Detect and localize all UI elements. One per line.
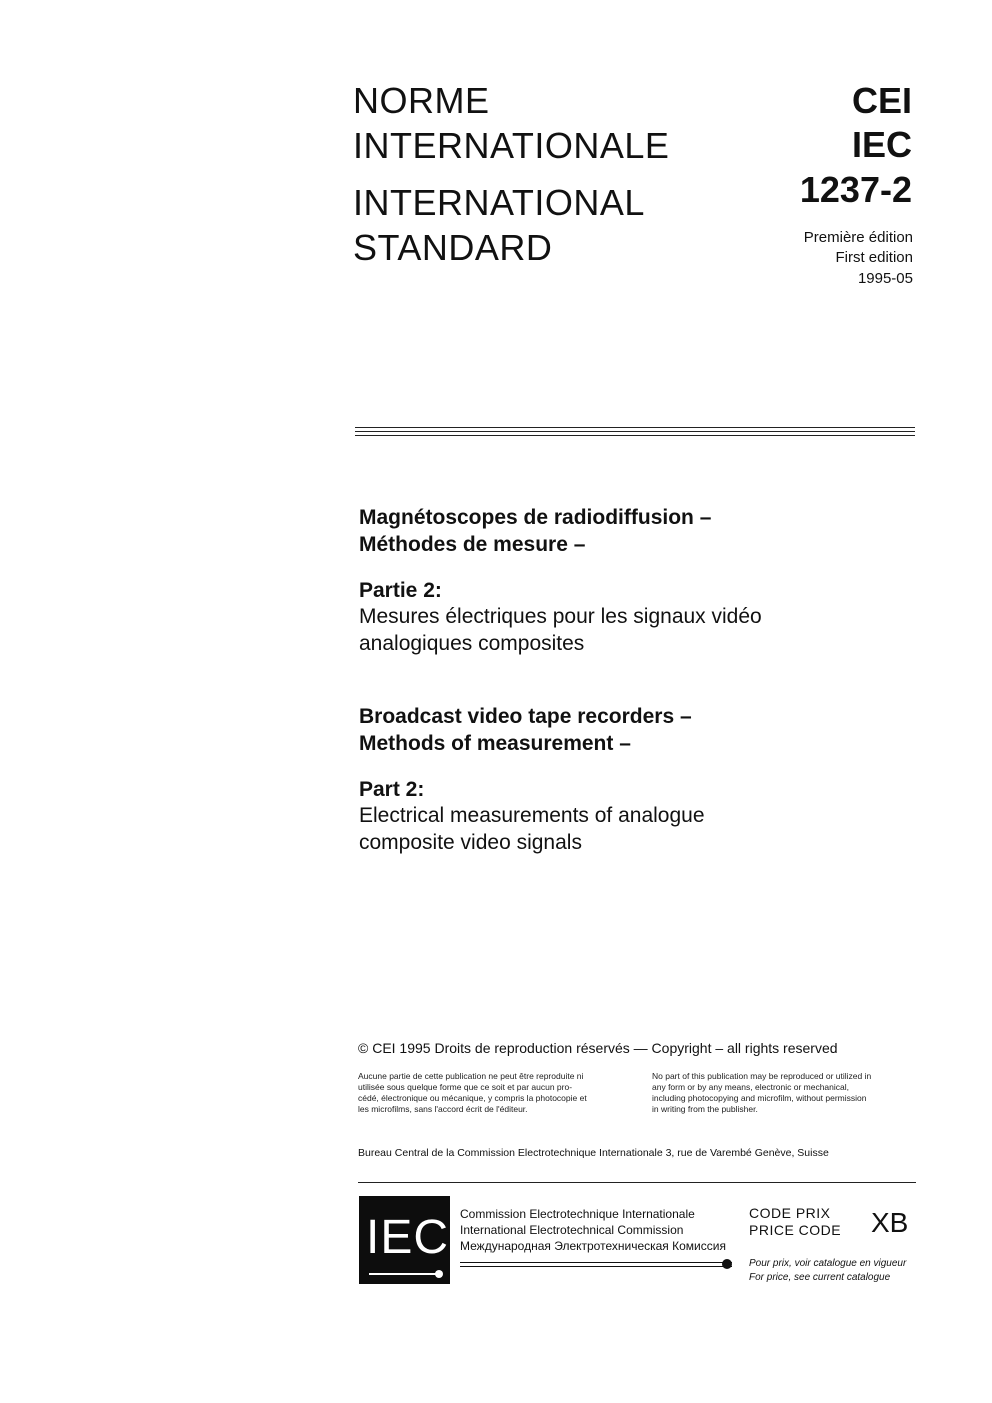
commission-underline-bottom	[460, 1266, 732, 1267]
notice-fr-line: cédé, électronique ou mécanique, y compris la photocopie et	[358, 1093, 587, 1103]
copyright-notice-fr	[358, 1071, 630, 1115]
edition-date: 1995-05	[857, 270, 913, 287]
english-part-label: Part 2:	[359, 778, 425, 801]
copyright-notice-en	[652, 1071, 916, 1115]
title-line-standard: STANDARD	[353, 227, 553, 268]
iec-logo	[359, 1196, 450, 1284]
notice-fr-line: utilisée sous quelque forme que ce soit et par aucun pro-	[358, 1082, 573, 1092]
french-part-label: Partie 2:	[359, 579, 442, 602]
notice-en-line: including photocopying and microfilm, without permission	[652, 1093, 867, 1103]
divider-rule-top	[355, 427, 915, 428]
price-note-en: For price, see current catalogue	[749, 1272, 891, 1283]
footer-divider	[358, 1182, 916, 1183]
commission-en: International Electrotechnical Commission	[460, 1223, 684, 1237]
code-number: 1237-2	[799, 169, 912, 210]
divider-rule-middle	[355, 431, 915, 432]
notice-fr-line: les microfilms, sans l'accord écrit de l'éditeur.	[358, 1104, 528, 1114]
copyright-line: © CEI 1995 Droits de reproduction réservés — Copyright – all rights reserved	[358, 1040, 838, 1056]
notice-en-line: any form or by any means, electronic or mechanical,	[652, 1082, 850, 1092]
notice-en-line: No part of this publication may be reproduced or utilized in	[652, 1071, 872, 1081]
title-line-internationale: INTERNATIONALE	[353, 125, 670, 166]
price-note-fr: Pour prix, voir catalogue en vigueur	[749, 1258, 907, 1269]
french-heading-line-1: Magnétoscopes de radiodiffusion –	[359, 506, 712, 529]
notice-en-line: in writing from the publisher.	[652, 1104, 758, 1114]
code-cei: CEI	[851, 80, 912, 121]
title-line-international: INTERNATIONAL	[353, 182, 645, 223]
title-line-norme: NORME	[353, 80, 490, 121]
commission-fr: Commission Electrotechnique Internationale	[460, 1207, 695, 1221]
english-part-line-2: composite video signals	[359, 831, 582, 854]
bureau-address: Bureau Central de la Commission Electrotechnique Internationale 3, rue de Varembé Genève, Suisse	[358, 1147, 829, 1159]
price-code-value: XB	[871, 1207, 909, 1238]
english-heading-line-2: Methods of measurement –	[359, 732, 631, 755]
edition-en: First edition	[835, 249, 913, 266]
notice-fr-line: Aucune partie de cette publication ne peut être reproduite ni	[358, 1071, 584, 1081]
french-part-line-2: analogiques composites	[359, 632, 585, 655]
bullet-dot-icon	[722, 1259, 732, 1269]
iec-logo-mark-icon	[359, 1196, 450, 1284]
commission-underline-top	[460, 1262, 732, 1263]
price-code-label-en: PRICE CODE	[749, 1222, 842, 1238]
iec-logo-text: IEC	[366, 1211, 450, 1264]
commission-ru: Международная Электротехническая Комиссия	[460, 1239, 726, 1253]
edition-fr: Première édition	[803, 229, 913, 246]
french-heading-line-2: Méthodes de mesure –	[359, 533, 586, 556]
code-iec: IEC	[851, 124, 912, 165]
french-part-line-1: Mesures électriques pour les signaux vidéo	[359, 605, 762, 628]
price-code-label-fr: CODE PRIX	[749, 1205, 831, 1221]
english-part-line-1: Electrical measurements of analogue	[359, 804, 705, 827]
english-heading-line-1: Broadcast video tape recorders –	[359, 705, 692, 728]
divider-rule-bottom	[355, 435, 915, 436]
